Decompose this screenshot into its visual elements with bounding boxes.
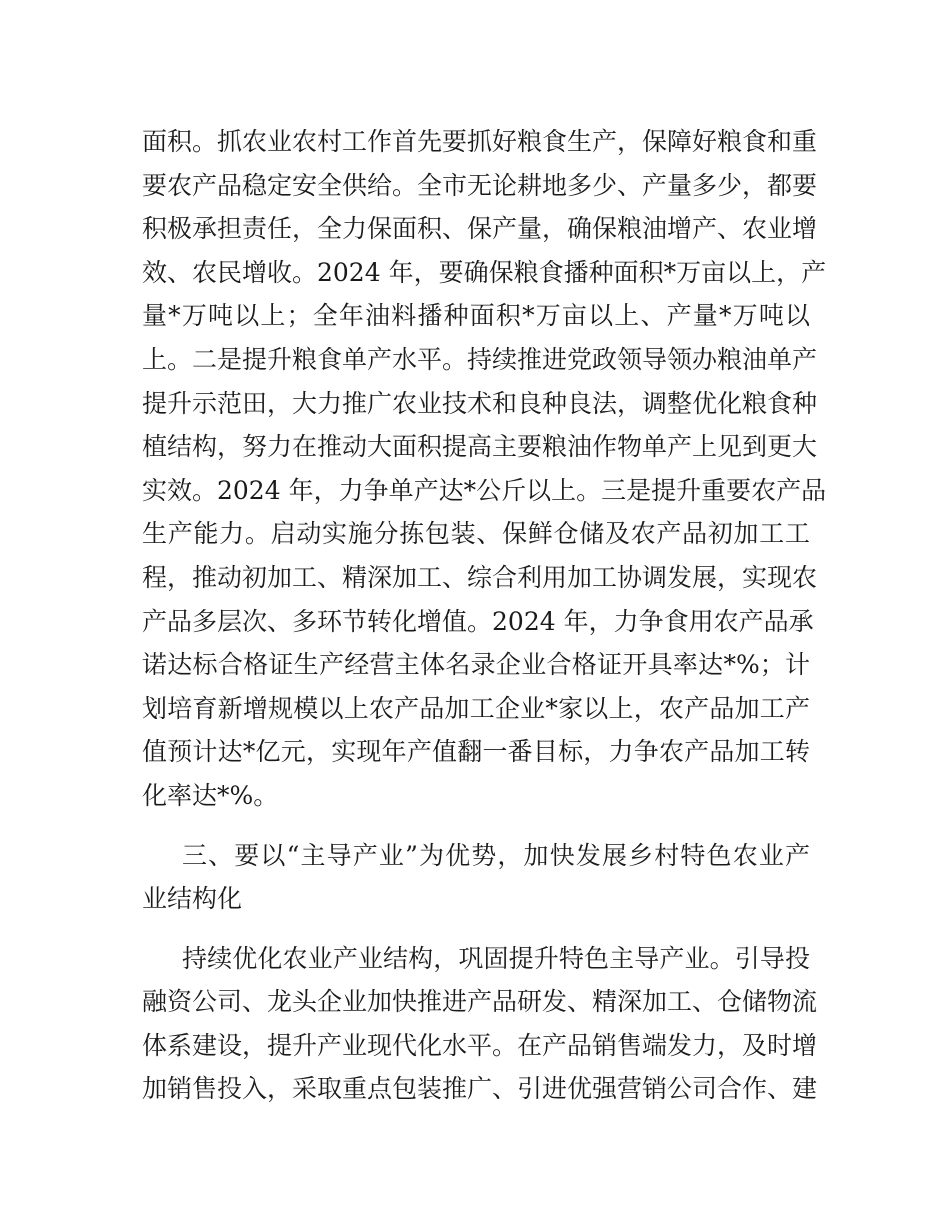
text-line: 诺达标合格证生产经营主体名录企业合格证开具率达*%；计 (142, 650, 810, 680)
text-line: 产品多层次、多环节转化增值。2024 年，力争食用农产品承 (142, 606, 814, 636)
text-line: 量*万吨以上；全年油料播种面积*万亩以上、产量*万吨以 (142, 301, 810, 331)
text-line: 积极承担责任，全力保面积、保产量，确保粮油增产、农业增 (142, 214, 818, 244)
body-paragraph-grain-production (142, 120, 827, 818)
text-line: 效、农民增收。2024 年，要确保粮食播种面积*万亩以上，产 (142, 257, 827, 287)
text-line: 化率达*%。 (142, 780, 279, 810)
text-line: 程，推动初加工、精深加工、综合利用加工协调发展，实现农 (142, 562, 818, 592)
text-line: 划培育新增规模以上农产品加工企业*家以上，农产品加工产 (142, 693, 810, 723)
paragraph-spacer (142, 818, 810, 834)
text-line: 要农产品稳定安全供给。全市无论耕地多少、产量多少，都要 (142, 170, 818, 200)
text-line: 体系建设，提升产业现代化水平。在产品销售端发力，及时增 (142, 1030, 818, 1060)
text-line: 加销售投入，采取重点包装推广、引进优强营销公司合作、建 (142, 1074, 818, 1104)
section-heading-three (142, 834, 810, 921)
paragraph-spacer (142, 921, 810, 937)
document-page (142, 120, 827, 1111)
heading-line: 业结构化 (142, 884, 243, 914)
text-line: 生产能力。启动实施分拣包装、保鲜仓储及农产品初加工工 (142, 519, 810, 549)
text-line: 实效。2024 年，力争单产达*公斤以上。三是提升重要农产品 (142, 475, 827, 505)
body-paragraph-industry-structure (142, 937, 818, 1111)
text-line: 值预计达*亿元，实现年产值翻一番目标，力争农产品加工转 (142, 737, 810, 767)
text-line: 上。二是提升粮食单产水平。持续推进党政领导领办粮油单产 (142, 344, 818, 374)
text-line: 持续优化农业产业结构，巩固提升特色主导产业。引导投 (182, 943, 810, 973)
text-line: 融资公司、龙头企业加快推进产品研发、精深加工、仓储物流 (142, 987, 818, 1017)
heading-line: 三、要以“主导产业”为优势，加快发展乡村特色农业产 (182, 840, 810, 870)
text-line: 植结构，努力在推动大面积提高主要粮油作物单产上见到更大 (142, 432, 818, 462)
text-line: 面积。抓农业农村工作首先要抓好粮食生产，保障好粮食和重 (142, 127, 818, 156)
text-line: 提升示范田，大力推广农业技术和良种良法，调整优化粮食种 (142, 388, 818, 418)
